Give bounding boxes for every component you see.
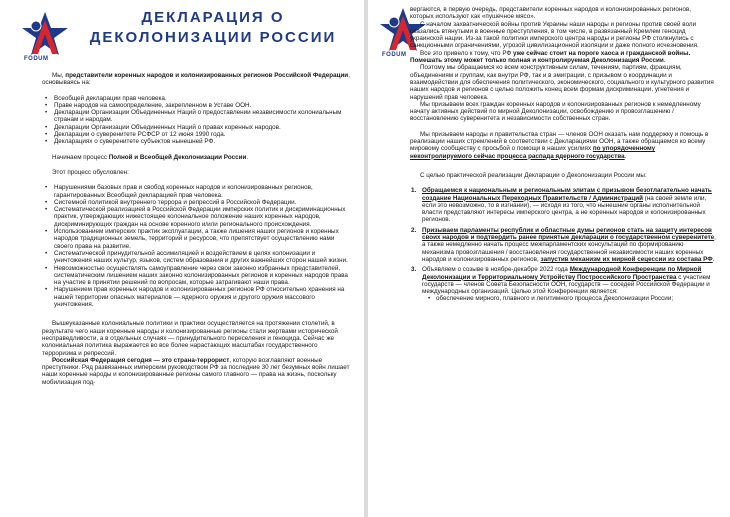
list-item: • Системной политикой внутреннего террора и репрессий в Российской Федерации. — [54, 199, 352, 206]
intro-paragraph: Мы, представители коренных народов и колонизированных регионов Российской Федерации, основываясь на: — [42, 72, 350, 87]
right-page — [368, 0, 730, 517]
list-item: • Всеобщей декларации прав человека. — [54, 95, 352, 102]
right-text — [410, 6, 716, 306]
list-item: • Нарушениями базовых прав и свобод коренных народов и колонизированных регионов, гарантированных Всеобщей декларацией прав человека. — [54, 184, 352, 199]
sub-list-item: • обеспечение мирного, плавного и легитимного процесса Деколонизации России; — [422, 295, 716, 302]
list-item: • Декларациях о суверенитете субъектов нынешней РФ. — [54, 138, 352, 145]
list-item: • Декларации Организации Объединенных Наций о предоставлении независимости колониальным странам и народам. — [54, 109, 352, 124]
start-paragraph: Начинаем процесс Полной и Всеобщей Деколонизации России. — [52, 153, 249, 161]
logo-text: FODUM — [382, 52, 407, 58]
appeal-citizens-paragraph: Мы призываем всех граждан коренных народов и колонизированных регионов к немедленному начату активных действий по мирной Деколонизации, освобождению и провозглашению / восстановлению суверенитета и независимости собственных стран. — [410, 100, 701, 123]
list-item: • Систематической реализацией в Российской Федерации имперских политик и дискриминационных практик, утверждающих нижестоящее колониальное положение наших коренных народов, дискриминирующих граждан на основе коренного и/или регионального происхождения. — [54, 206, 352, 228]
list-item: • Нарушением прав коренных народов и колонизированных регионов РФ относительно хранения на нашей территории опасных материалов — ядерного оружия и другого оружия массового уничтожения. — [54, 286, 352, 308]
actions-list — [410, 187, 716, 302]
appeal-forces-paragraph: Поэтому мы обращаемся ко всем конструктивным силам, течениям, партиям, фракциям, объединениям и группам, как внутри РФ, так и в эмиграции, с призывом о координации и взаимодействии для обеспечения политического, экономического, социального и культурного развития наших народов и регионов с целью положить конец всем формам дискриминации, угнетения и нарушений прав человека. — [410, 64, 714, 101]
list-item: • Систематической принудительной ассимиляцией и воздействием в целях колонизации и уничтожения наших культур, языков, систем образования и других важнейших сторон нашей жизни. — [54, 250, 352, 265]
page-title: ДЕКЛАРАЦИЯ О ДЕКОЛОНИЗАЦИИ РОССИИ — [89, 9, 337, 46]
chaos-paragraph: Все это привело к тому, что РФ уже сейчас стоит на пороге хаоса и гражданской войны. Помешать этому может только полная и контролируемая Деколонизация России. — [410, 49, 691, 65]
left-page — [0, 0, 364, 517]
list-item: • Декларации Организации Объединенных Наций о правах коренных народов. — [54, 124, 352, 131]
left-text — [42, 72, 352, 386]
list-item: 3. Объявляем о созыве в ноябре-декабре 2022 года Международной Конференции по Мирной Деколонизации и Территориальному Устройству Построссийского Пространства с участием государств — членов Совета Безопасности ООН, государств — соседей Российской Федерации и международных организаций. Целью этой Конференции является: • обеспечение мирного, плавного и легитимного процесса Деколонизации России; — [422, 266, 716, 302]
logo-text: FODUM — [24, 56, 49, 62]
terrorist-paragraph: Российская Федерация сегодня — это страна-террорист, которую возглавляют военные преступники. Ряд развязанных имперским руководством РФ за последние 30 лет безумных войн лишает наши коренные народы и колонизированные регионы самого главного — права на жизнь, поскольку мобилизация под- — [42, 356, 350, 386]
war-paragraph: С началом захватнической войны против Украины наши народы и регионы против своей воли оказались втянутыми в военные преступления, в том числе, в развязанный Кремлем геноцид украинской нации. Из-за такой политики имперского центра народы и регионы РФ столкнулись с санкционными ограничениями, угрозой цивилизационной изоляции и даже полного исчезновения. — [410, 20, 699, 50]
list-item: • Праве народов на самоопределение, закрепленном в Уставе ООН. — [54, 102, 352, 109]
fodum-logo — [18, 10, 72, 72]
list-item: • Декларации о суверенитете РСФСР от 12 июня 1990 года. — [54, 131, 352, 138]
list-item: • Использованием имперских практик эксплуатации, а также лишения наших регионов и коренных народов традиционных земель, территорий и ресурсов, что препятствует осуществлению нами своего права на развитие. — [54, 228, 352, 250]
goal-heading: С целью практической реализации Декларации о Деколонизации России мы: — [420, 171, 647, 179]
continued-paragraph: вергаются, в первую очередь, представители коренных народов и колонизированных регионов, которых используют как «пушечное мясо». — [410, 6, 692, 21]
list-item: 1. Обращаемся к национальным и региональным элитам с призывом безотлагательно начать создание Национальных Переходных Правительств / Администраций (на своей земле или, если это невозможно, то в изгнании), — исходя из того, что нынешние органы исполнительной власти представляют интересы имперского центра, а не коренных народов и колонизированных регионов. — [411, 187, 712, 224]
cause-heading: Этот процесс обусловлен: — [52, 168, 129, 176]
causes-list — [42, 184, 352, 308]
star-a-icon — [18, 10, 72, 60]
colonial-paragraph: Вышеуказанные колониальные политики и практики осуществляется на протяжении столетий, в результате чего наши коренные народы и колонизированные регионы стали жертвами исторической несправедливости, а в отдельных случаях — принудительного переселения и геноцида. Сейчас же колониальная политика выражается во все более нарастающих масштабах государственного терроризма и репрессий. — [42, 320, 338, 357]
bases-list — [42, 95, 352, 146]
list-item: • Невозможностью осуществлять самоуправление через свои законно избранных представителей, систематическим лишением наших законно колонизированных регионов и коренных народов права на участие в принятии решений по вопросам, которые затрагивают наши права. — [54, 265, 352, 287]
appeal-un-paragraph: Мы призываем народы и правительства стран — членов ООН оказать нам поддержку и помощь в реализации наших стремлений в соответствии с Декларациями ООН, а также обращаемся ко всему мировому сообществу с просьбой о помощи в наших усилиях по упорядоченному неконтролируемого сейчас процесса распада ядерного государства. — [410, 130, 709, 160]
list-item: 2. Призываем парламенты республик и областные думы регионов стать на защиту интересов своих народов и подтвердить ранее принятые декларации о государственном суверенитете, а также немедленно начать процесс межпарламентских консультаций по формированию механизма провозглашения / восстановления государственной независимости наших коренных народов и колонизированных регионов, запустив механизм их мирной сецессии из состава РФ. — [411, 226, 716, 263]
